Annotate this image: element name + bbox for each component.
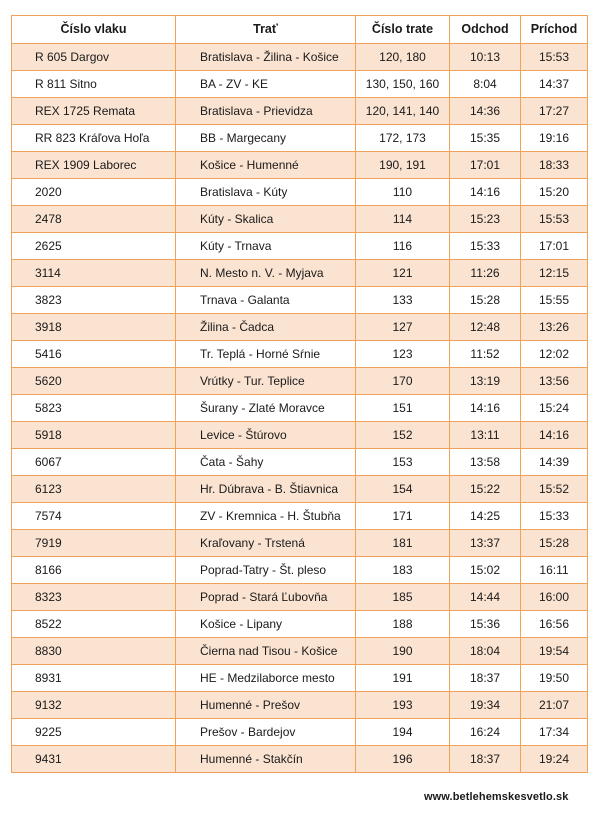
- route-cell: Kúty - Trnava: [176, 233, 356, 260]
- route-cell: Kúty - Skalica: [176, 206, 356, 233]
- track-number-cell: 130, 150, 160: [356, 71, 450, 98]
- arrival-cell: 15:24: [521, 395, 588, 422]
- table-row: [12, 206, 588, 233]
- departure-cell: 13:19: [450, 368, 521, 395]
- table-row: [12, 233, 588, 260]
- arrival-cell: 16:56: [521, 611, 588, 638]
- departure-cell: 12:48: [450, 314, 521, 341]
- table-row: [12, 125, 588, 152]
- arrival-cell: 13:56: [521, 368, 588, 395]
- table-row: [12, 341, 588, 368]
- track-number-cell: 116: [356, 233, 450, 260]
- table-row: [12, 368, 588, 395]
- train-number-cell: 9225: [12, 719, 176, 746]
- arrival-cell: 15:52: [521, 476, 588, 503]
- departure-cell: 8:04: [450, 71, 521, 98]
- arrival-cell: 14:37: [521, 71, 588, 98]
- departure-cell: 15:02: [450, 557, 521, 584]
- route-cell: Poprad-Tatry - Št. pleso: [176, 557, 356, 584]
- route-cell: BB - Margecany: [176, 125, 356, 152]
- departure-cell: 13:58: [450, 449, 521, 476]
- track-number-cell: 185: [356, 584, 450, 611]
- departure-cell: 15:33: [450, 233, 521, 260]
- train-number-cell: 9431: [12, 746, 176, 773]
- arrival-cell: 14:16: [521, 422, 588, 449]
- track-number-cell: 170: [356, 368, 450, 395]
- track-number-cell: 133: [356, 287, 450, 314]
- track-number-cell: 172, 173: [356, 125, 450, 152]
- table-row: [12, 71, 588, 98]
- route-cell: Čata - Šahy: [176, 449, 356, 476]
- arrival-cell: 19:24: [521, 746, 588, 773]
- table-row: [12, 260, 588, 287]
- route-cell: Trnava - Galanta: [176, 287, 356, 314]
- departure-cell: 17:01: [450, 152, 521, 179]
- table-row: [12, 422, 588, 449]
- train-number-cell: 7919: [12, 530, 176, 557]
- route-cell: Prešov - Bardejov: [176, 719, 356, 746]
- header-track-number: Číslo trate: [356, 16, 450, 44]
- train-number-cell: RR 823 Kráľova Hoľa: [12, 125, 176, 152]
- route-cell: Humenné - Stakčín: [176, 746, 356, 773]
- train-number-cell: 8522: [12, 611, 176, 638]
- route-cell: Šurany - Zlaté Moravce: [176, 395, 356, 422]
- departure-cell: 18:37: [450, 746, 521, 773]
- header-train-number: Číslo vlaku: [12, 16, 176, 44]
- route-cell: Humenné - Prešov: [176, 692, 356, 719]
- route-cell: Vrútky - Tur. Teplice: [176, 368, 356, 395]
- train-number-cell: R 811 Sitno: [12, 71, 176, 98]
- track-number-cell: 191: [356, 665, 450, 692]
- arrival-cell: 15:53: [521, 206, 588, 233]
- train-number-cell: REX 1909 Laborec: [12, 152, 176, 179]
- table-row: [12, 98, 588, 125]
- departure-cell: 14:44: [450, 584, 521, 611]
- table-row: [12, 395, 588, 422]
- departure-cell: 18:37: [450, 665, 521, 692]
- arrival-cell: 15:20: [521, 179, 588, 206]
- train-number-cell: 2020: [12, 179, 176, 206]
- route-cell: Poprad - Stará Ľubovňa: [176, 584, 356, 611]
- table-row: [12, 665, 588, 692]
- track-number-cell: 153: [356, 449, 450, 476]
- departure-cell: 11:52: [450, 341, 521, 368]
- track-number-cell: 121: [356, 260, 450, 287]
- train-number-cell: 6067: [12, 449, 176, 476]
- arrival-cell: 19:54: [521, 638, 588, 665]
- track-number-cell: 154: [356, 476, 450, 503]
- departure-cell: 14:16: [450, 179, 521, 206]
- arrival-cell: 19:16: [521, 125, 588, 152]
- route-cell: Levice - Štúrovo: [176, 422, 356, 449]
- departure-cell: 15:36: [450, 611, 521, 638]
- table-row: [12, 719, 588, 746]
- train-number-cell: 5416: [12, 341, 176, 368]
- departure-cell: 15:35: [450, 125, 521, 152]
- table-row: [12, 449, 588, 476]
- timetable: [11, 15, 587, 773]
- arrival-cell: 17:34: [521, 719, 588, 746]
- track-number-cell: 193: [356, 692, 450, 719]
- train-number-cell: 2478: [12, 206, 176, 233]
- route-cell: Žilina - Čadca: [176, 314, 356, 341]
- arrival-cell: 13:26: [521, 314, 588, 341]
- track-number-cell: 190, 191: [356, 152, 450, 179]
- route-cell: ZV - Kremnica - H. Štubňa: [176, 503, 356, 530]
- track-number-cell: 181: [356, 530, 450, 557]
- departure-cell: 13:37: [450, 530, 521, 557]
- table-row: [12, 476, 588, 503]
- track-number-cell: 127: [356, 314, 450, 341]
- departure-cell: 14:36: [450, 98, 521, 125]
- track-number-cell: 183: [356, 557, 450, 584]
- table-row: [12, 746, 588, 773]
- arrival-cell: 15:33: [521, 503, 588, 530]
- header-arrival: Príchod: [521, 16, 588, 44]
- train-number-cell: REX 1725 Remata: [12, 98, 176, 125]
- route-cell: HE - Medzilaborce mesto: [176, 665, 356, 692]
- track-number-cell: 120, 180: [356, 44, 450, 71]
- track-number-cell: 152: [356, 422, 450, 449]
- table-row: [12, 584, 588, 611]
- train-number-cell: 8166: [12, 557, 176, 584]
- route-cell: Tr. Teplá - Horné Sŕnie: [176, 341, 356, 368]
- train-number-cell: 8830: [12, 638, 176, 665]
- departure-cell: 15:28: [450, 287, 521, 314]
- table-row: [12, 152, 588, 179]
- table-row: [12, 314, 588, 341]
- track-number-cell: 114: [356, 206, 450, 233]
- departure-cell: 14:16: [450, 395, 521, 422]
- track-number-cell: 194: [356, 719, 450, 746]
- arrival-cell: 15:53: [521, 44, 588, 71]
- departure-cell: 14:25: [450, 503, 521, 530]
- arrival-cell: 12:15: [521, 260, 588, 287]
- table-row: [12, 611, 588, 638]
- route-cell: Košice - Lipany: [176, 611, 356, 638]
- footer-url: www.betlehemskesvetlo.sk: [424, 791, 569, 803]
- track-number-cell: 171: [356, 503, 450, 530]
- train-number-cell: 7574: [12, 503, 176, 530]
- route-cell: Bratislava - Žilina - Košice: [176, 44, 356, 71]
- table-row: [12, 692, 588, 719]
- route-cell: N. Mesto n. V. - Myjava: [176, 260, 356, 287]
- train-schedule-table: [11, 15, 588, 773]
- track-number-cell: 120, 141, 140: [356, 98, 450, 125]
- track-number-cell: 188: [356, 611, 450, 638]
- arrival-cell: 12:02: [521, 341, 588, 368]
- train-number-cell: R 605 Dargov: [12, 44, 176, 71]
- header-row: [12, 16, 588, 44]
- departure-cell: 18:04: [450, 638, 521, 665]
- track-number-cell: 151: [356, 395, 450, 422]
- track-number-cell: 190: [356, 638, 450, 665]
- departure-cell: 11:26: [450, 260, 521, 287]
- header-route: Trať: [176, 16, 356, 44]
- route-cell: Bratislava - Kúty: [176, 179, 356, 206]
- train-number-cell: 9132: [12, 692, 176, 719]
- train-number-cell: 3918: [12, 314, 176, 341]
- train-number-cell: 5620: [12, 368, 176, 395]
- table-row: [12, 557, 588, 584]
- train-number-cell: 8931: [12, 665, 176, 692]
- train-number-cell: 5918: [12, 422, 176, 449]
- train-number-cell: 3823: [12, 287, 176, 314]
- table-row: [12, 503, 588, 530]
- table-row: [12, 638, 588, 665]
- track-number-cell: 196: [356, 746, 450, 773]
- track-number-cell: 123: [356, 341, 450, 368]
- arrival-cell: 16:00: [521, 584, 588, 611]
- departure-cell: 15:22: [450, 476, 521, 503]
- route-cell: Bratislava - Prievidza: [176, 98, 356, 125]
- train-number-cell: 2625: [12, 233, 176, 260]
- departure-cell: 15:23: [450, 206, 521, 233]
- departure-cell: 10:13: [450, 44, 521, 71]
- route-cell: Košice - Humenné: [176, 152, 356, 179]
- route-cell: BA - ZV - KE: [176, 71, 356, 98]
- arrival-cell: 15:55: [521, 287, 588, 314]
- arrival-cell: 17:01: [521, 233, 588, 260]
- arrival-cell: 15:28: [521, 530, 588, 557]
- train-number-cell: 6123: [12, 476, 176, 503]
- departure-cell: 16:24: [450, 719, 521, 746]
- header-departure: Odchod: [450, 16, 521, 44]
- table-row: [12, 179, 588, 206]
- route-cell: Čierna nad Tisou - Košice: [176, 638, 356, 665]
- arrival-cell: 17:27: [521, 98, 588, 125]
- departure-cell: 13:11: [450, 422, 521, 449]
- departure-cell: 19:34: [450, 692, 521, 719]
- table-body: [12, 44, 588, 773]
- track-number-cell: 110: [356, 179, 450, 206]
- train-number-cell: 5823: [12, 395, 176, 422]
- arrival-cell: 21:07: [521, 692, 588, 719]
- train-number-cell: 8323: [12, 584, 176, 611]
- table-row: [12, 287, 588, 314]
- arrival-cell: 19:50: [521, 665, 588, 692]
- route-cell: Hr. Dúbrava - B. Štiavnica: [176, 476, 356, 503]
- train-number-cell: 3114: [12, 260, 176, 287]
- arrival-cell: 16:11: [521, 557, 588, 584]
- arrival-cell: 18:33: [521, 152, 588, 179]
- route-cell: Kraľovany - Trstená: [176, 530, 356, 557]
- table-row: [12, 530, 588, 557]
- arrival-cell: 14:39: [521, 449, 588, 476]
- table-row: [12, 44, 588, 71]
